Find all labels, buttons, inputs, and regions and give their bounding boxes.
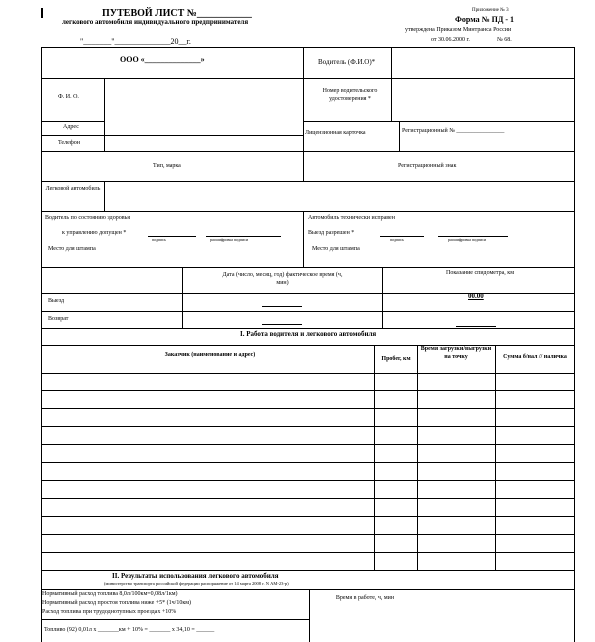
divider: [104, 78, 105, 151]
car-ok-label: Автомобиль технически исправен: [308, 215, 395, 221]
col-time-header-text: Время загрузки/выгрузки на точку: [420, 346, 492, 360]
table-row[interactable]: [41, 427, 574, 445]
form-label: Форма № ПД - 1: [455, 15, 515, 24]
fio-label: Ф. И. О.: [58, 94, 79, 100]
divider: [104, 181, 105, 211]
col-time-header: [418, 346, 494, 361]
col-sum-header-text: Сумма б/нал // наличка: [503, 354, 567, 360]
table-row[interactable]: [41, 409, 574, 427]
date-time-header: [220, 272, 345, 288]
signature-caption: подпись: [390, 237, 404, 242]
divider: [391, 47, 392, 121]
left-marker: [41, 8, 43, 18]
approved-number: № 68.: [497, 37, 512, 43]
section-2-title: II. Результаты использования легкового автомобиля: [112, 572, 279, 580]
work-time-label: [330, 595, 400, 603]
table-row[interactable]: [41, 373, 574, 391]
car-label: [44, 186, 102, 194]
divider: [41, 293, 574, 294]
divider: [399, 121, 400, 151]
section-1-title: I. Работа водителя и легкового автомобиля: [240, 330, 377, 338]
license-label: [310, 88, 390, 104]
reg-number-label: Регистрационный № ________________: [402, 128, 505, 134]
divider: [182, 267, 183, 328]
divider: [303, 211, 304, 267]
license-card-label: Лицензионная карточка: [305, 130, 366, 136]
phone-label: Телефон: [58, 140, 80, 146]
table-top-border: [41, 47, 574, 48]
work-time-label-text: Время в работе, ч, мин: [335, 595, 395, 601]
odometer-header-text: Показание спидометра, км: [446, 270, 514, 276]
fuel-idle-line: Нормативный расход простоя топлива ниже +5* (1ч/10км): [42, 600, 192, 606]
address-label: Адрес: [63, 124, 79, 130]
return-label: Возврат: [48, 316, 69, 322]
driver-fit-label: Водитель по состоянию здоровья: [45, 215, 131, 221]
appendix-label: Приложение № 3: [472, 8, 509, 13]
divider: [41, 589, 574, 590]
stamp-place-2-text: Место для штампа: [312, 246, 360, 252]
exit-label: Выезд: [48, 298, 65, 304]
col-mileage-header: [376, 356, 416, 362]
divider: [382, 267, 383, 328]
table-row[interactable]: [41, 535, 574, 553]
divider: [41, 311, 574, 312]
table-row[interactable]: [41, 463, 574, 481]
fuel-calc-line: Топливо (92) 0,01л x _______км + 10% = _______ x 34,10 = ______: [44, 627, 215, 633]
stamp-place-1-text: Место для штампа: [48, 246, 96, 252]
table-right-border: [574, 47, 575, 642]
exit-allowed-label: Выезд разрешен *: [308, 230, 355, 236]
divider: [41, 619, 309, 620]
driver-label: Водитель (Ф.И.О)*: [318, 58, 376, 66]
table-row[interactable]: [41, 445, 574, 463]
section-2-note: (министерство транспорта российской федерации распоряжение от 14 марта 2008 г. N АМ-23-р): [104, 581, 289, 586]
divider: [41, 267, 574, 268]
odometer-exit-value: 00.00: [468, 292, 484, 300]
divider: [309, 589, 310, 642]
divider: [41, 121, 104, 122]
car-label-text: Легковой автомобиль: [45, 186, 101, 192]
approved-label: утверждена Приказом Минтранса России: [405, 27, 512, 33]
fuel-norm-line: Нормативный расход топлива 8,0л/100км=0,08л/1км): [42, 591, 178, 597]
table-row[interactable]: [41, 517, 574, 535]
col-customer-header-text: Заказчик (наименование и адрес): [164, 352, 256, 358]
col-sum-header: [497, 354, 573, 362]
table-row[interactable]: [41, 481, 574, 499]
divider: [41, 135, 303, 136]
table-row[interactable]: [41, 553, 574, 571]
signature-caption: подпись: [152, 237, 166, 242]
fuel-difficult-line: Расход топлива при трудоднотупных проездах +10%: [42, 609, 177, 615]
table-row[interactable]: [41, 499, 574, 517]
vehicle-type-label: Тип, марка: [153, 163, 181, 169]
col-customer-header: [160, 352, 260, 360]
divider: [303, 47, 304, 151]
table-row[interactable]: [41, 391, 574, 409]
col-mileage-header-text: Пробег, км: [381, 356, 411, 362]
divider: [303, 121, 574, 122]
license-label-text: Номер водительского удостоверения *: [322, 88, 378, 102]
value-line: [456, 326, 496, 327]
waybill-subtitle: легкового автомобиля индивидуального предпринимателя: [62, 18, 249, 26]
divider: [41, 78, 574, 79]
stamp-place-2: [312, 246, 372, 254]
company-name: ООО «______________»: [120, 55, 205, 64]
odometer-header: [440, 270, 520, 278]
signature-decode-caption: расшифровка подписи: [210, 237, 249, 242]
date-line: "_______"______________20__г.: [80, 37, 191, 46]
approved-date: от 30.06.2000 г.: [431, 37, 470, 43]
admitted-label: к управлению допущен *: [62, 230, 127, 236]
value-line: [262, 324, 302, 325]
date-time-header-text: Дата (число, месяц, год) фактическое время (ч, мин): [222, 272, 343, 286]
waybill-title: ПУТЕВОЙ ЛИСТ №___________: [102, 8, 252, 19]
reg-plate-label: Регистрационный знак: [398, 163, 457, 169]
stamp-place-1: [48, 246, 108, 254]
divider: [41, 151, 574, 152]
signature-decode-caption: расшифровка подписи: [448, 237, 487, 242]
divider: [41, 328, 574, 329]
divider: [41, 181, 574, 182]
divider: [303, 151, 304, 181]
divider: [41, 211, 574, 212]
value-line: [262, 306, 302, 307]
